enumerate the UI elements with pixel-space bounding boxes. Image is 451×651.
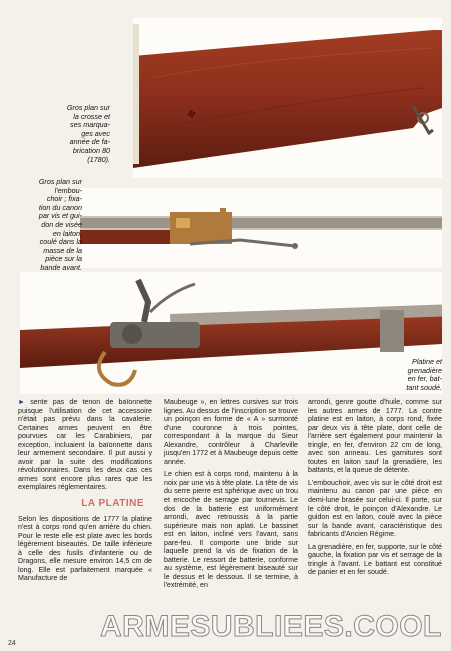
caption-line: la crosse et	[73, 111, 110, 121]
caption-line: coulé dans la	[39, 237, 82, 247]
caption-line: brication 80	[72, 145, 110, 155]
caption-line: grenadière	[407, 365, 442, 375]
caption-line: Gros plan sur	[38, 177, 82, 186]
text-column-3	[308, 398, 442, 581]
photo-stock	[133, 18, 442, 178]
stock-image	[133, 18, 442, 178]
paragraph	[18, 398, 152, 492]
paragraph: arrondi, genre goutte d'huile, comme sur les autres armes de 1777. La contre platine est en laiton, à corps rond, fixée par deux vis à tête plate, dont celle de l'arrière sert également pour maintenir la tringle, en fer, d'environ 22 cm de long, avec son anneau. Les garnitures sont toutes en laiton sauf la grenadière, les battants, et la queue de détente.	[308, 398, 442, 475]
paragraph: Selon les dispositions de 1777 la platine n'est à corps rond qu'en arrière du chien. Pour le reste elle est plate avec les bords légèrement biseautés. De taille inférieure à celle des fusils d'infanterie ou de Dragons, elle mesure environ 14,5 cm de long. Elle est parfaitement marquée « Manufacture de	[18, 514, 152, 583]
caption-line: choir ; fixa-	[46, 194, 82, 204]
caption-platine	[366, 358, 442, 392]
caption-line: pièce sur la	[45, 254, 82, 264]
caption-line: l'embou-	[54, 185, 82, 195]
caption-line: bande avant.	[40, 262, 82, 272]
paragraph-text: sente pas de tenon de baïonnette puisque l'utilisation de cet accessoire n'était pas prévu dans la cavalerie. Certaines armes peuvent en être pourvues car les Carabiniers, par exception, incluaient la baïonnette dans leur armement secondaire. Il put aussi y avoir par la suite des modifications révolutionnaires. Dans les deux cas ces armes sont encore plus rares que les exemplaires réglementaires.	[18, 398, 152, 492]
caption-line: masse de la	[43, 245, 82, 255]
caption-line: tion du canon	[38, 202, 82, 212]
paragraph: La grenadière, en fer, supporte, sur le côté gauche, la fixation par vis et serrage de la tringle à l'avant. Le battant est constitué de panier et en fer soudé.	[308, 542, 442, 577]
paragraph: Le chien est à corps rond, maintenu à la noix par une vis à tête plate. La tête de vis du serre pierre est sphérique avec un trou et encoche de serrage par tournevis. Le dos de la batterie est uniformément arrondi, avec retroussis à la partie supérieure mais non aplati. Le bassinet est en laiton, incliné vers l'avant, sans pare-feu. Il comporte une bride sur laquelle prend la vis de fixation de la batterie. Le ressort de batterie, conforme au système, est légèrement biseauté sur le dessus et le dessous. Il se termine, à l'extrémité, en	[164, 470, 298, 590]
text-column-2	[164, 398, 298, 594]
caption-line: don de visée	[41, 219, 82, 229]
caption-line: par vis et gui-	[38, 211, 82, 221]
caption-line: en fer, bat-	[407, 374, 442, 384]
caption-line: (1780).	[87, 154, 110, 164]
caption-line: Platine et	[412, 357, 442, 366]
paragraph: L'embouchoir, avec vis sur le côté droit est maintenu au canon par une pièce en demi-lune brasée sur celui-ci. Il porte, sur le côté droit, le poinçon d'Alexandre. Le guidon est en laiton, coulé avec la pièce sur la bande avant, caractéristique des fabricants d'Ancien Régime.	[308, 478, 442, 539]
caption-line: ges avec	[81, 128, 110, 138]
caption-stock	[10, 104, 110, 164]
section-heading: LA PLATINE	[81, 498, 144, 510]
paragraph: Maubeuge », en lettres cursives sur trois lignes. Au dessus de l'inscription se trouve un poinçon en forme de « A » surmonté d'une couronne à trois pointes, correspondant à la marque du Sieur Alexandre, contrôleur à Charleville jusqu'en 1772 et à Maubeuge depuis cette année.	[164, 398, 298, 466]
continuation-arrow-icon: ►	[18, 398, 26, 406]
caption-embouchoir	[10, 178, 82, 273]
photo-embouchoir	[80, 188, 442, 268]
watermark: ARMESUBLIEES.COOL	[100, 610, 442, 643]
text-column-1	[18, 398, 152, 587]
page-number: 24	[8, 640, 16, 647]
caption-line: Gros plan sur	[66, 103, 110, 112]
caption-line: en laiton,	[52, 228, 82, 238]
svg-text:✥: ✥	[186, 108, 197, 121]
caption-line: tant soudé.	[406, 382, 442, 392]
caption-line: année de fa-	[69, 137, 110, 147]
embouchoir-image	[80, 188, 442, 268]
caption-line: ses marqua-	[70, 120, 110, 130]
